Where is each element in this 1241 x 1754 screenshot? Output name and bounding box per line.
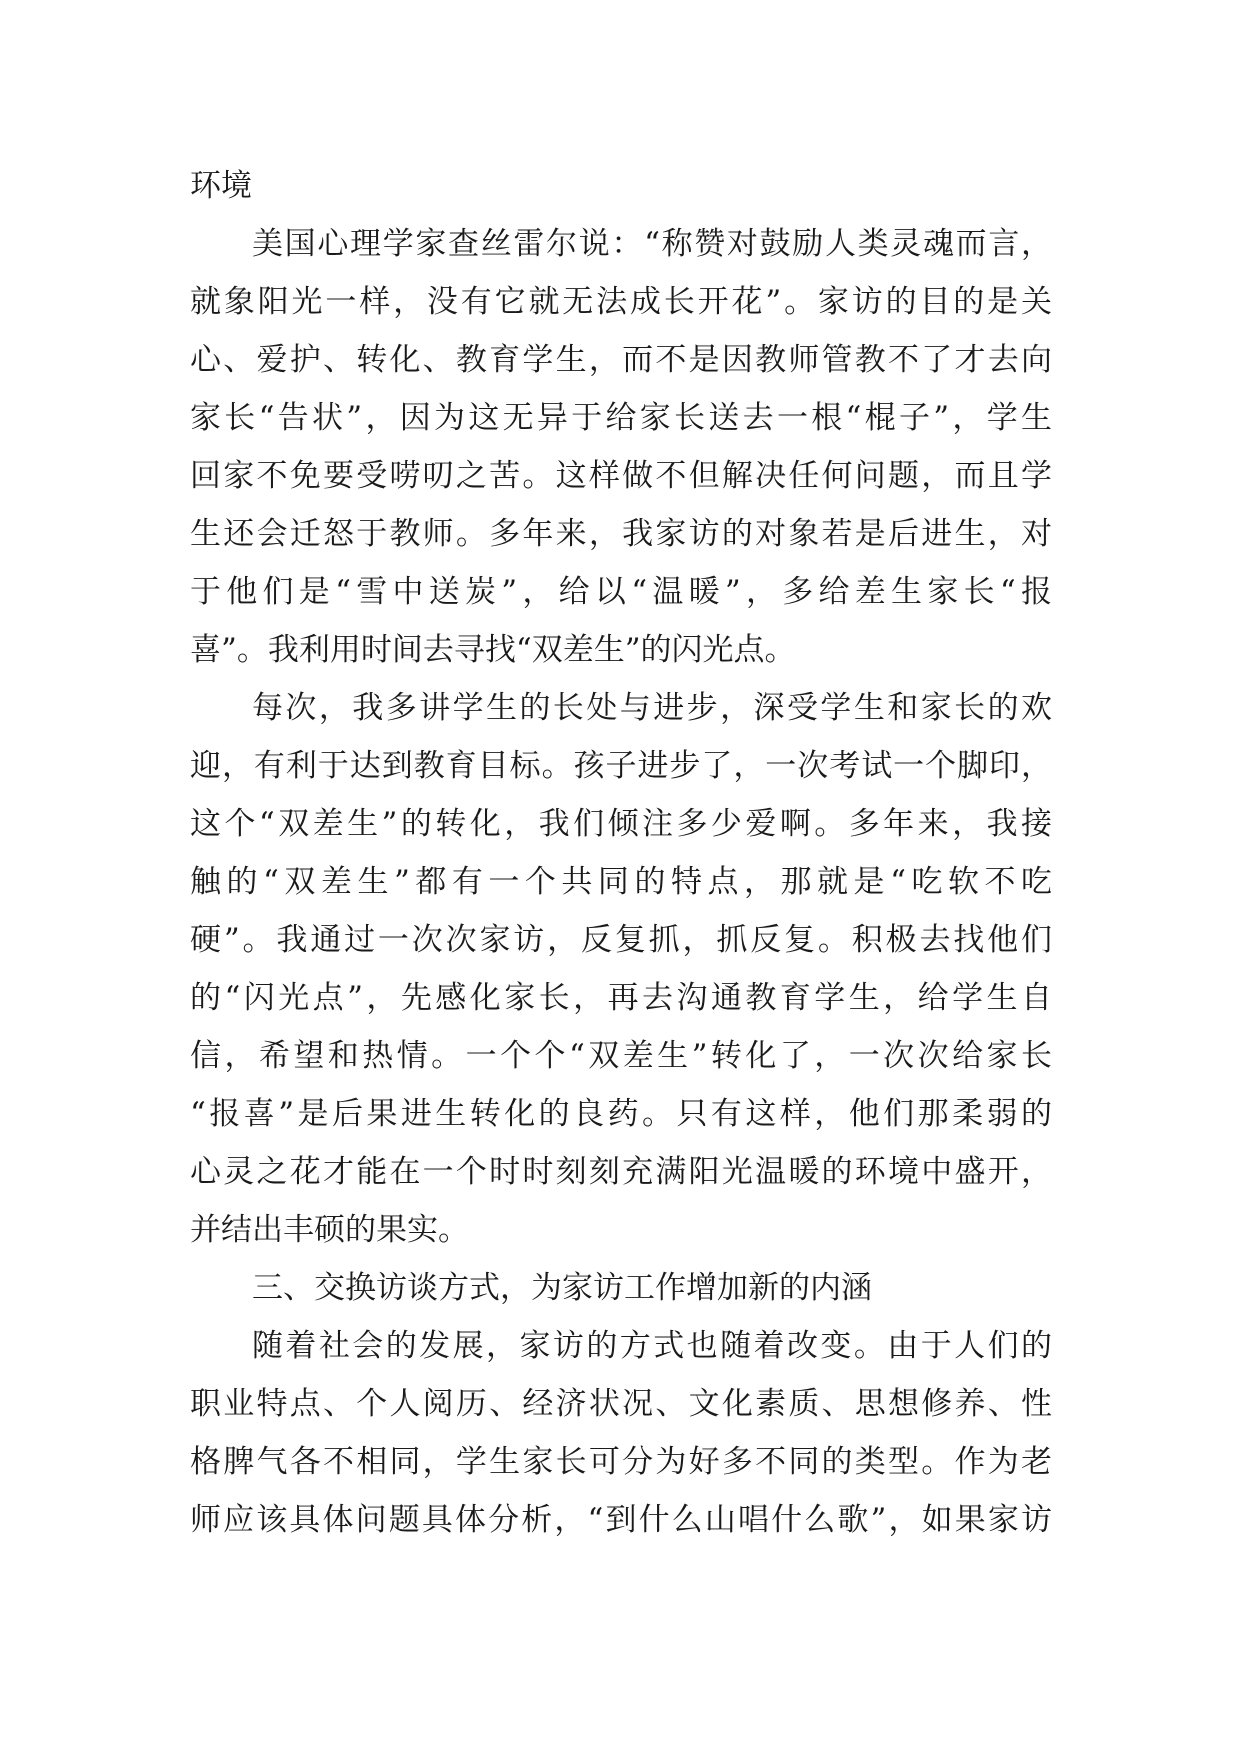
text-line: 硬”。我通过一次次家访，反复抓，抓反复。积极去找他们 — [190, 922, 1052, 958]
text-line: “报喜”是后果进生转化的良药。只有这样，他们那柔弱的 — [190, 1096, 1052, 1132]
text-line: 美国心理学家查丝雷尔说：“称赞对鼓励人类灵魂而言， — [252, 226, 1052, 262]
text-line: 并结出丰硕的果实。 — [190, 1212, 469, 1248]
text-line: 触的“双差生”都有一个共同的特点，那就是“吃软不吃 — [190, 864, 1052, 900]
text-line: 三、交换访谈方式，为家访工作增加新的内涵 — [252, 1270, 872, 1306]
text-line: 职业特点、个人阅历、经济状况、文化素质、思想修养、性 — [190, 1386, 1052, 1422]
text-line: 就象阳光一样，没有它就无法成长开花”。家访的目的是关 — [190, 284, 1052, 320]
text-line: 于他们是“雪中送炭”，给以“温暖”，多给差生家长“报 — [190, 574, 1052, 610]
text-line: 迎，有利于达到教育目标。孩子进步了，一次考试一个脚印， — [190, 748, 1052, 784]
text-line: 信，希望和热情。一个个“双差生”转化了，一次次给家长 — [190, 1038, 1052, 1074]
text-line: 家长“告状”，因为这无异于给家长送去一根“棍子”，学生 — [190, 400, 1052, 436]
text-line: 这个“双差生”的转化，我们倾注多少爱啊。多年来，我接 — [190, 806, 1052, 842]
text-line: 环境 — [190, 168, 252, 204]
text-line: 的“闪光点”，先感化家长，再去沟通教育学生，给学生自 — [190, 980, 1052, 1016]
text-line: 心、爱护、转化、教育学生，而不是因教师管教不了才去向 — [190, 342, 1052, 378]
body-text — [190, 157, 1052, 1549]
text-line: 心灵之花才能在一个时时刻刻充满阳光温暖的环境中盛开， — [190, 1154, 1052, 1190]
text-line: 喜”。我利用时间去寻找“双差生”的闪光点。 — [190, 632, 796, 668]
text-line: 回家不免要受唠叨之苦。这样做不但解决任何问题，而且学 — [190, 458, 1052, 494]
text-line: 随着社会的发展，家访的方式也随着改变。由于人们的 — [252, 1328, 1052, 1364]
text-line: 生还会迁怒于教师。多年来，我家访的对象若是后进生，对 — [190, 516, 1052, 552]
text-line: 每次，我多讲学生的长处与进步，深受学生和家长的欢 — [252, 690, 1052, 726]
text-line: 格脾气各不相同，学生家长可分为好多不同的类型。作为老 — [190, 1444, 1052, 1480]
text-line: 师应该具体问题具体分析，“到什么山唱什么歌”，如果家访 — [190, 1502, 1052, 1538]
